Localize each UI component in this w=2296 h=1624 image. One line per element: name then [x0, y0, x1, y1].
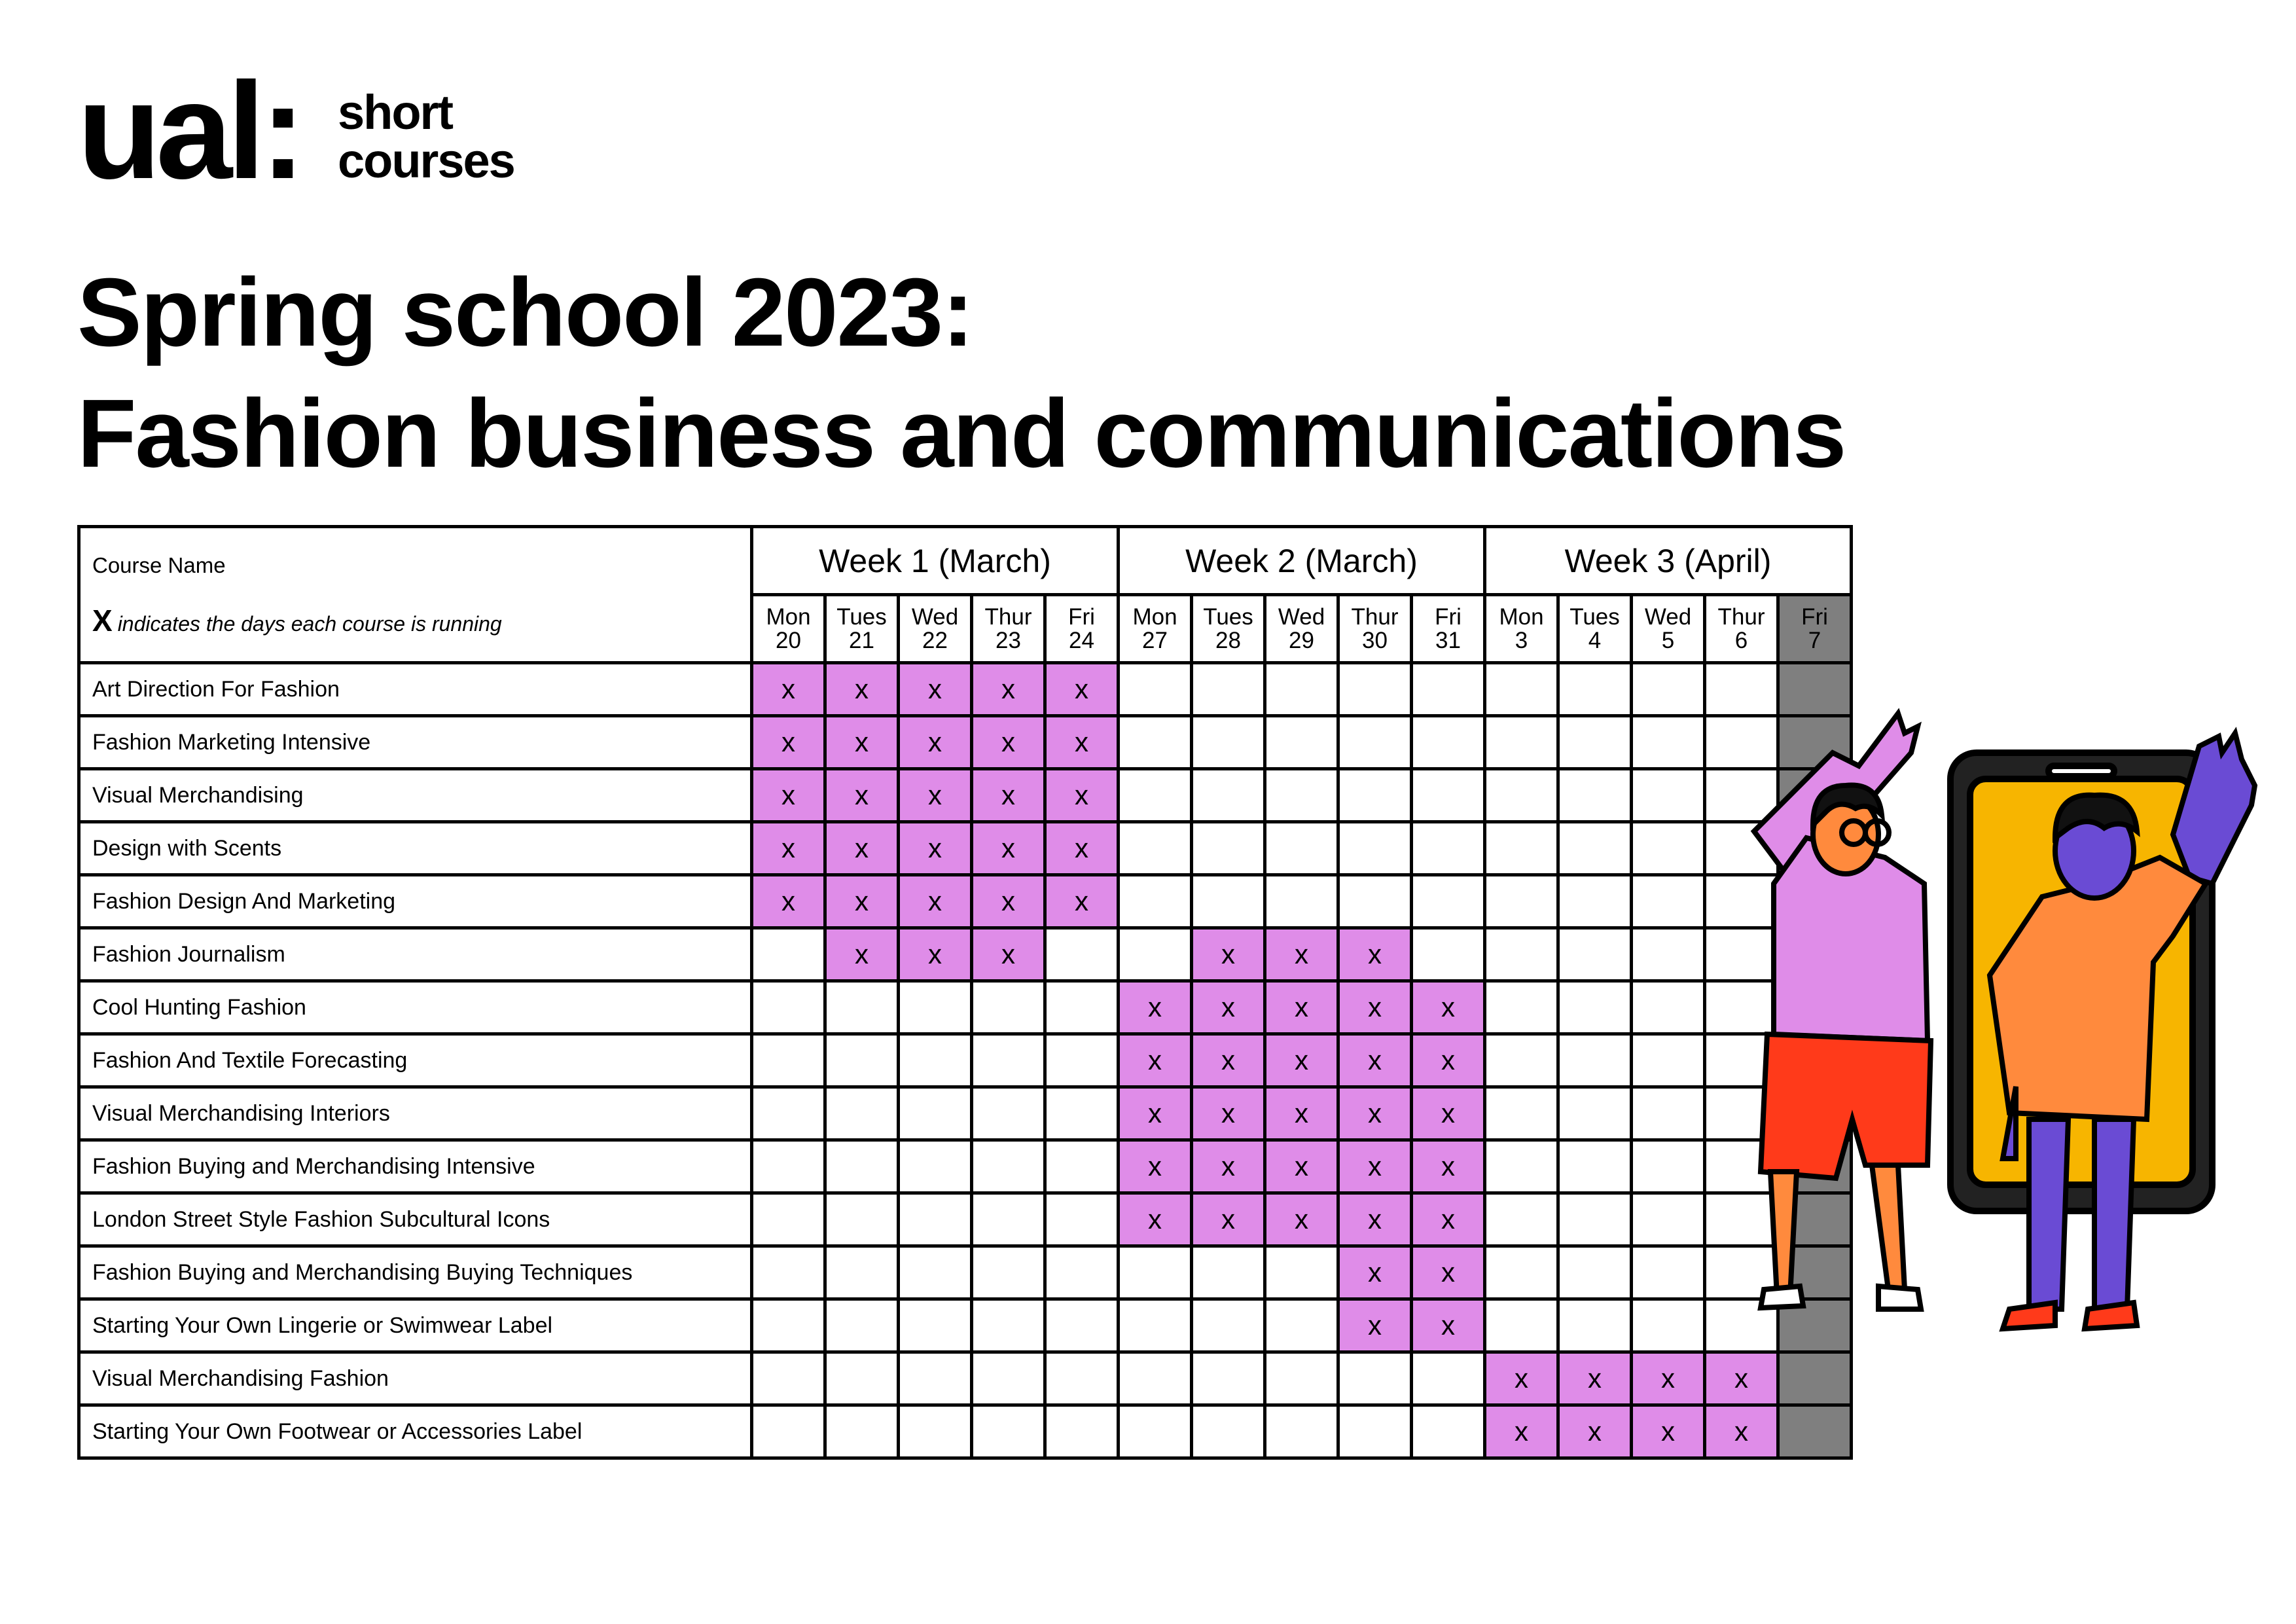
- schedule-cell: [1412, 822, 1485, 875]
- table-row: [79, 1034, 1852, 1087]
- schedule-cell: [1338, 1405, 1412, 1458]
- day-name: Wed: [1644, 604, 1692, 630]
- schedule-cell-running: x: [1265, 1034, 1338, 1087]
- schedule-cell-running: x: [1338, 1034, 1412, 1087]
- schedule-cell-running: x: [1192, 928, 1265, 981]
- schedule-cell-running: x: [972, 769, 1045, 822]
- day-name: Tues: [1203, 604, 1253, 630]
- schedule-cell: [1558, 1087, 1632, 1140]
- day-name: Thur: [1717, 604, 1765, 630]
- schedule-cell: [1485, 769, 1558, 822]
- schedule-table: [77, 525, 1853, 1460]
- schedule-cell: [1265, 769, 1338, 822]
- course-name: Visual Merchandising: [79, 769, 752, 822]
- day-name: Wed: [1278, 604, 1325, 630]
- schedule-cell: [1485, 716, 1558, 769]
- schedule-cell: [899, 1087, 972, 1140]
- schedule-cell-running: x: [1412, 1034, 1485, 1087]
- course-name: Starting Your Own Lingerie or Swimwear Label: [79, 1299, 752, 1352]
- schedule-cell: [899, 981, 972, 1034]
- schedule-cell: [1119, 1352, 1192, 1405]
- schedule-cell: [1558, 716, 1632, 769]
- schedule-cell: [1045, 1087, 1119, 1140]
- schedule-cell: [1192, 1405, 1265, 1458]
- schedule-cell: [1119, 663, 1192, 716]
- day-header-14: [1778, 595, 1852, 663]
- schedule-cell-running: x: [1119, 1140, 1192, 1193]
- schedule-cell: [1265, 1299, 1338, 1352]
- schedule-cell: [1632, 1087, 1705, 1140]
- schedule-cell-running: x: [752, 822, 825, 875]
- day-header-6: [1192, 595, 1265, 663]
- schedule-cell: [825, 1352, 899, 1405]
- day-header-1: [825, 595, 899, 663]
- schedule-cell-running: x: [1265, 928, 1338, 981]
- schedule-cell: [1412, 1405, 1485, 1458]
- schedule-cell: [1632, 981, 1705, 1034]
- person-with-glasses: [1754, 713, 1931, 1309]
- course-name: London Street Style Fashion Subcultural Icons: [79, 1193, 752, 1246]
- day-name: Fri: [1801, 604, 1828, 630]
- legend-text: indicates the days each course is running: [117, 612, 502, 636]
- schedule-cell-running: x: [972, 716, 1045, 769]
- schedule-cell-running: x: [1045, 716, 1119, 769]
- day-date: 31: [1435, 627, 1461, 653]
- schedule-cell-running: x: [1119, 1087, 1192, 1140]
- day-header-7: [1265, 595, 1338, 663]
- schedule-cell: [1632, 822, 1705, 875]
- day-date: 5: [1661, 627, 1675, 653]
- schedule-cell: [1412, 663, 1485, 716]
- course-name: Starting Your Own Footwear or Accessories Label: [79, 1405, 752, 1458]
- schedule-cell: [1632, 1193, 1705, 1246]
- day-name: Tues: [1570, 604, 1620, 630]
- schedule-cell: [1485, 981, 1558, 1034]
- schedule-cell: [899, 1193, 972, 1246]
- schedule-cell-running: x: [1558, 1405, 1632, 1458]
- day-name: Wed: [911, 604, 959, 630]
- table-row: [79, 1352, 1852, 1405]
- schedule-cell: [1265, 1405, 1338, 1458]
- schedule-cell: [752, 1352, 825, 1405]
- schedule-cell-running: x: [752, 769, 825, 822]
- people-with-phone-illustration: [1702, 687, 2291, 1375]
- schedule-cell: [972, 1193, 1045, 1246]
- schedule-cell-running: x: [972, 663, 1045, 716]
- schedule-cell: [1265, 663, 1338, 716]
- table-row: [79, 875, 1852, 928]
- schedule-cell: [1192, 769, 1265, 822]
- schedule-cell: [1045, 1352, 1119, 1405]
- schedule-cell: [1632, 875, 1705, 928]
- schedule-cell-running: x: [1045, 663, 1119, 716]
- schedule-cell: [1045, 1034, 1119, 1087]
- course-name: Cool Hunting Fashion: [79, 981, 752, 1034]
- schedule-cell-running: x: [899, 769, 972, 822]
- schedule-cell-running: x: [972, 928, 1045, 981]
- schedule-cell-running: x: [1119, 1034, 1192, 1087]
- schedule-cell-running: x: [1705, 1405, 1778, 1458]
- schedule-cell: [972, 1352, 1045, 1405]
- logo-subtitle-line2: courses: [338, 134, 514, 188]
- schedule-cell: [1558, 1299, 1632, 1352]
- schedule-cell: [1265, 822, 1338, 875]
- schedule-cell: [1192, 1299, 1265, 1352]
- schedule-cell-running: x: [825, 769, 899, 822]
- schedule-cell: [1119, 928, 1192, 981]
- day-date: 3: [1515, 627, 1528, 653]
- schedule-cell: [825, 981, 899, 1034]
- schedule-cell: [1632, 663, 1705, 716]
- schedule-cell: [752, 1087, 825, 1140]
- course-name: Fashion Buying and Merchandising Buying Techniques: [79, 1246, 752, 1299]
- schedule-cell: [752, 1299, 825, 1352]
- day-date: 21: [849, 627, 874, 653]
- course-name: Fashion And Textile Forecasting: [79, 1034, 752, 1087]
- schedule-cell: [1412, 928, 1485, 981]
- table-row: [79, 928, 1852, 981]
- day-header-12: [1632, 595, 1705, 663]
- schedule-cell: [752, 1405, 825, 1458]
- day-header-0: [752, 595, 825, 663]
- schedule-cell: [1045, 1246, 1119, 1299]
- schedule-cell: [1485, 663, 1558, 716]
- schedule-cell: [972, 1405, 1045, 1458]
- schedule-cell: [825, 1405, 899, 1458]
- schedule-cell-running: x: [1338, 1087, 1412, 1140]
- logo-ual-wordmark: ual:: [77, 54, 301, 208]
- week-header-2: Week 2 (March): [1119, 527, 1485, 595]
- schedule-cell: [1119, 1405, 1192, 1458]
- schedule-cell: [1558, 875, 1632, 928]
- schedule-cell: [1338, 716, 1412, 769]
- day-date: 20: [776, 627, 801, 653]
- schedule-cell: [899, 1405, 972, 1458]
- day-header-13: [1705, 595, 1778, 663]
- schedule-cell: [1119, 875, 1192, 928]
- schedule-cell: [825, 1246, 899, 1299]
- schedule-cell-running: x: [1412, 981, 1485, 1034]
- schedule-cell-running: x: [1192, 1034, 1265, 1087]
- page-title: [77, 252, 1845, 494]
- schedule-cell-running: x: [1338, 1246, 1412, 1299]
- schedule-cell-running: x: [1265, 1140, 1338, 1193]
- schedule-cell-running: x: [752, 663, 825, 716]
- day-name: Fri: [1068, 604, 1095, 630]
- schedule-cell: [899, 1246, 972, 1299]
- schedule-cell-running: x: [1338, 928, 1412, 981]
- schedule-cell: [899, 1299, 972, 1352]
- schedule-cell: [1338, 769, 1412, 822]
- schedule-cell-running: x: [1412, 1140, 1485, 1193]
- table-row: [79, 822, 1852, 875]
- schedule-cell: [1485, 875, 1558, 928]
- schedule-cell: [1192, 875, 1265, 928]
- day-name: Thur: [984, 604, 1032, 630]
- schedule-cell-running: x: [1485, 1352, 1558, 1405]
- schedule-cell: [972, 981, 1045, 1034]
- day-date: 7: [1808, 627, 1821, 653]
- schedule-cell: [1485, 1140, 1558, 1193]
- schedule-cell: [752, 1246, 825, 1299]
- schedule-cell: [1778, 1405, 1852, 1458]
- logo-subtitle: [338, 85, 514, 188]
- schedule-cell-running: x: [899, 716, 972, 769]
- schedule-cell: [1119, 716, 1192, 769]
- schedule-cell: [1192, 663, 1265, 716]
- schedule-cell: [1558, 1246, 1632, 1299]
- course-name: Visual Merchandising Interiors: [79, 1087, 752, 1140]
- schedule-cell-running: x: [1192, 1087, 1265, 1140]
- table-row: [79, 1087, 1852, 1140]
- schedule-cell-running: x: [1705, 1352, 1778, 1405]
- schedule-cell-running: x: [1338, 1193, 1412, 1246]
- schedule-cell: [1045, 1140, 1119, 1193]
- table-row: [79, 1246, 1852, 1299]
- schedule-cell-running: x: [1119, 1193, 1192, 1246]
- schedule-cell: [825, 1140, 899, 1193]
- schedule-cell-running: x: [1338, 1299, 1412, 1352]
- day-header-4: [1045, 595, 1119, 663]
- schedule-cell: [752, 1034, 825, 1087]
- day-date: 27: [1142, 627, 1168, 653]
- schedule-cell-running: x: [1412, 1299, 1485, 1352]
- table-row: [79, 663, 1852, 716]
- schedule-cell-running: x: [752, 875, 825, 928]
- schedule-cell-running: x: [1045, 875, 1119, 928]
- schedule-cell-running: x: [1045, 769, 1119, 822]
- day-name: Mon: [766, 604, 811, 630]
- schedule-cell-running: x: [825, 822, 899, 875]
- day-date: 23: [996, 627, 1021, 653]
- schedule-cell: [1485, 822, 1558, 875]
- schedule-cell: [1485, 1193, 1558, 1246]
- schedule-cell: [899, 1352, 972, 1405]
- schedule-cell: [1412, 875, 1485, 928]
- schedule-cell-running: x: [1192, 1193, 1265, 1246]
- day-header-3: [972, 595, 1045, 663]
- schedule-cell-running: x: [825, 663, 899, 716]
- schedule-cell: [1338, 663, 1412, 716]
- day-name: Mon: [1499, 604, 1544, 630]
- schedule-cell-running: x: [1265, 1193, 1338, 1246]
- day-date: 29: [1289, 627, 1314, 653]
- day-header-11: [1558, 595, 1632, 663]
- schedule-cell: [1045, 981, 1119, 1034]
- schedule-cell: [1558, 1193, 1632, 1246]
- schedule-cell: [1412, 769, 1485, 822]
- day-date: 24: [1069, 627, 1094, 653]
- schedule-cell-running: x: [899, 663, 972, 716]
- schedule-cell-running: x: [1412, 1246, 1485, 1299]
- schedule-cell: [1485, 1299, 1558, 1352]
- schedule-cell: [899, 1140, 972, 1193]
- schedule-cell: [1265, 716, 1338, 769]
- page-title-line2: Fashion business and communications: [77, 380, 1846, 488]
- schedule-cell: [1338, 875, 1412, 928]
- schedule-cell: [1192, 1352, 1265, 1405]
- schedule-cell: [825, 1299, 899, 1352]
- day-date: 4: [1588, 627, 1602, 653]
- day-date: 28: [1215, 627, 1241, 653]
- week-header-1: Week 1 (March): [752, 527, 1119, 595]
- schedule-cell: [1192, 822, 1265, 875]
- schedule-cell-running: x: [1265, 1087, 1338, 1140]
- schedule-cell: [1119, 769, 1192, 822]
- logo-subtitle-line1: short: [338, 85, 452, 139]
- schedule-cell: [1558, 981, 1632, 1034]
- schedule-cell: [825, 1034, 899, 1087]
- week-header-3: Week 3 (April): [1485, 527, 1852, 595]
- schedule-cell: [1485, 1246, 1558, 1299]
- schedule-cell: [752, 981, 825, 1034]
- day-header-9: [1412, 595, 1485, 663]
- day-date: 30: [1362, 627, 1388, 653]
- schedule-cell: [1485, 1034, 1558, 1087]
- legend-mark: X: [92, 604, 113, 638]
- schedule-cell: [1045, 1193, 1119, 1246]
- legend: [92, 603, 750, 638]
- course-name: Design with Scents: [79, 822, 752, 875]
- schedule-cell: [1558, 663, 1632, 716]
- schedule-cell-running: x: [1192, 1140, 1265, 1193]
- schedule-cell: [1338, 1352, 1412, 1405]
- schedule-cell: [1632, 1140, 1705, 1193]
- schedule-cell-running: x: [899, 928, 972, 981]
- schedule-cell-running: x: [1119, 981, 1192, 1034]
- schedule-cell: [1192, 716, 1265, 769]
- schedule-cell: [1558, 928, 1632, 981]
- schedule-cell: [752, 928, 825, 981]
- page-title-line1: Spring school 2023:: [77, 259, 973, 367]
- schedule-cell: [1558, 1034, 1632, 1087]
- schedule-cell: [1558, 769, 1632, 822]
- day-date: 6: [1734, 627, 1748, 653]
- schedule-cell: [1558, 1140, 1632, 1193]
- schedule-cell-running: x: [1558, 1352, 1632, 1405]
- day-header-8: [1338, 595, 1412, 663]
- schedule-cell-running: x: [1412, 1087, 1485, 1140]
- schedule-cell: [1338, 822, 1412, 875]
- course-name: Fashion Buying and Merchandising Intensive: [79, 1140, 752, 1193]
- day-header-10: [1485, 595, 1558, 663]
- schedule-cell: [1632, 716, 1705, 769]
- table-row: [79, 1299, 1852, 1352]
- schedule-cell-running: x: [825, 875, 899, 928]
- schedule-cell-running: x: [825, 716, 899, 769]
- schedule-cell: [825, 1087, 899, 1140]
- table-row: [79, 981, 1852, 1034]
- table-row: [79, 1405, 1852, 1458]
- schedule-cell: [1265, 875, 1338, 928]
- schedule-cell: [752, 1140, 825, 1193]
- schedule-cell: [972, 1299, 1045, 1352]
- table-row: [79, 1140, 1852, 1193]
- table-row: [79, 769, 1852, 822]
- course-name: Fashion Design And Marketing: [79, 875, 752, 928]
- schedule-cell: [1632, 769, 1705, 822]
- schedule-cell: [1119, 1246, 1192, 1299]
- day-name: Fri: [1435, 604, 1462, 630]
- schedule-cell-running: x: [825, 928, 899, 981]
- schedule-cell: [1412, 1352, 1485, 1405]
- schedule-cell: [972, 1246, 1045, 1299]
- schedule-cell: [1485, 1087, 1558, 1140]
- schedule-cell-running: x: [1045, 822, 1119, 875]
- day-name: Tues: [836, 604, 887, 630]
- schedule-cell-running: x: [1412, 1193, 1485, 1246]
- course-name-header-cell: [79, 527, 752, 663]
- schedule-cell-running: x: [972, 875, 1045, 928]
- schedule-cell: [1192, 1246, 1265, 1299]
- schedule-cell: [1632, 1246, 1705, 1299]
- day-header-5: [1119, 595, 1192, 663]
- day-date: 22: [922, 627, 948, 653]
- table-row: [79, 1193, 1852, 1246]
- schedule-cell: [1632, 1034, 1705, 1087]
- schedule-cell: [972, 1140, 1045, 1193]
- schedule-cell: [1265, 1352, 1338, 1405]
- course-name: Fashion Journalism: [79, 928, 752, 981]
- schedule-cell-running: x: [1338, 981, 1412, 1034]
- day-header-2: [899, 595, 972, 663]
- schedule-cell: [825, 1193, 899, 1246]
- course-name: Fashion Marketing Intensive: [79, 716, 752, 769]
- schedule-cell: [752, 1193, 825, 1246]
- schedule-cell: [1045, 928, 1119, 981]
- schedule-cell: [1632, 928, 1705, 981]
- schedule-cell: [1265, 1246, 1338, 1299]
- schedule-cell: [1045, 1299, 1119, 1352]
- schedule-cell-running: x: [972, 822, 1045, 875]
- course-name-header: Course Name: [92, 553, 226, 577]
- schedule-cell: [1119, 822, 1192, 875]
- schedule-cell-running: x: [899, 822, 972, 875]
- course-name: Art Direction For Fashion: [79, 663, 752, 716]
- schedule-cell: [1485, 928, 1558, 981]
- schedule-cell: [1045, 1405, 1119, 1458]
- schedule-cell: [972, 1034, 1045, 1087]
- schedule-cell: [1632, 1299, 1705, 1352]
- schedule-cell: [899, 1034, 972, 1087]
- day-name: Thur: [1351, 604, 1399, 630]
- course-name: Visual Merchandising Fashion: [79, 1352, 752, 1405]
- schedule-cell-running: x: [1192, 981, 1265, 1034]
- schedule-cell: [1119, 1299, 1192, 1352]
- schedule-cell-running: x: [1265, 981, 1338, 1034]
- schedule-cell-running: x: [1632, 1405, 1705, 1458]
- table-row: [79, 716, 1852, 769]
- schedule-cell-running: x: [899, 875, 972, 928]
- day-name: Mon: [1132, 604, 1177, 630]
- schedule-cell-running: x: [1485, 1405, 1558, 1458]
- schedule-cell: [972, 1087, 1045, 1140]
- schedule-cell-running: x: [752, 716, 825, 769]
- schedule-cell-running: x: [1632, 1352, 1705, 1405]
- schedule-cell: [1558, 822, 1632, 875]
- schedule-cell: [1412, 716, 1485, 769]
- schedule-cell-running: x: [1338, 1140, 1412, 1193]
